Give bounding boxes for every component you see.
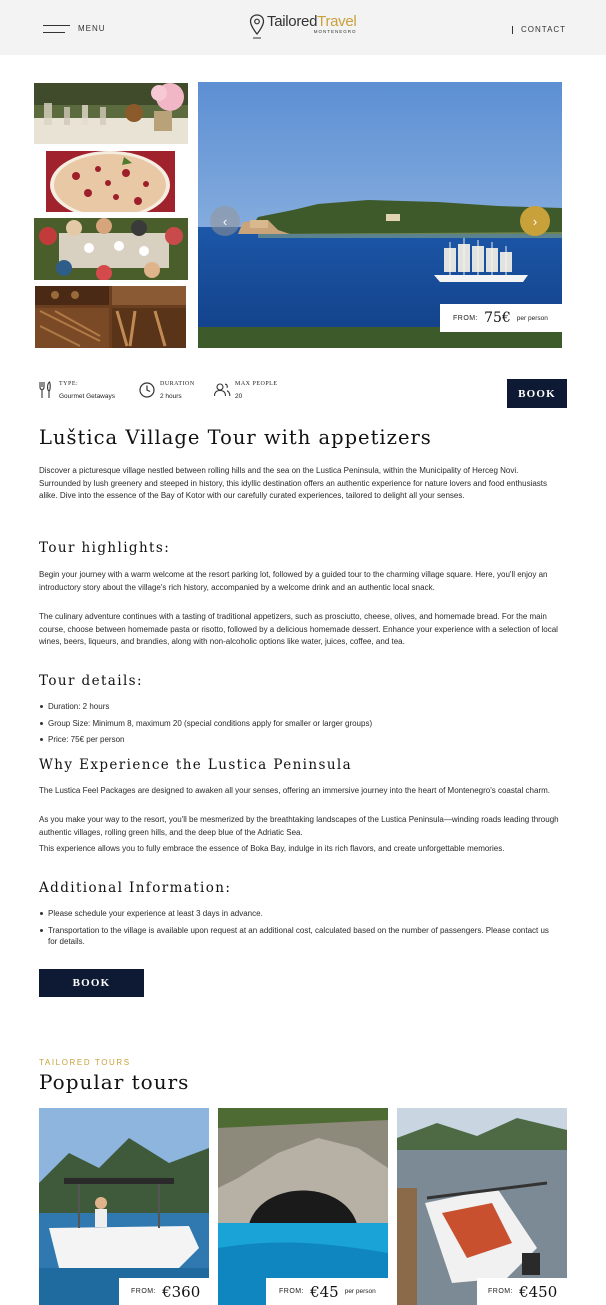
highlights-paragraph-2: The culinary adventure continues with a tasting of traditional appetizers, such as prosciutto, cheese, olives, and homemade bread. For the main course, choose between homemade pasta or risotto, followed by a delicious homemade dessert. Enhance your experience with a selection of local wines, beers, liqueurs, and brandies, along with non-alcoholic options like water, juices, coffee, and tea.: [39, 612, 558, 647]
why-paragraph-3: This experience allows you to fully embrace the essence of Boka Bay, indulge in its rich flavors, and create unforgettable memories.: [39, 844, 505, 853]
thumbnail-wine-cellar[interactable]: [35, 286, 186, 348]
additional-list: [39, 908, 559, 948]
why-paragraph-1: The Lustica Feel Packages are designed to awaken all your senses, offering an immersive journey into the heart of Montenegro's coastal charm.: [39, 786, 550, 795]
price-amount: €450: [519, 1282, 558, 1301]
list-item: Duration: 2 hours: [39, 701, 559, 713]
duration-value: 2 hours: [160, 393, 182, 400]
logo[interactable]: [249, 14, 356, 40]
list-item: Transportation to the village is available upon request at an additional cost, calculated based on the number of passengers. Please contact us for details.: [39, 925, 559, 948]
price-amount: 75€: [484, 310, 511, 326]
intro-paragraph: Discover a picturesque village nestled between rolling hills and the sea on the Lustica Peninsula, within the Municipality of Herceg Novi. Surrounded by lush greenery and steeped in history, this idyllic destination offers an authentic experience for nature lovers and food enthusiasts alike. Dive into the essence of the Bay of Kotor with our carefully curated experiences, tailored to delight all your senses.: [39, 466, 548, 501]
section-eyebrow: TAILORED TOURS: [39, 1058, 131, 1067]
chevron-left-icon: ‹: [222, 213, 228, 229]
people-label: MAX PEOPLE: [235, 381, 278, 387]
price-per-label: per person: [516, 314, 548, 322]
hero-price-badge: [440, 304, 562, 332]
price-from-label: FROM:: [488, 1288, 514, 1295]
thumbnail-group-dinner[interactable]: [34, 218, 188, 280]
additional-heading: Additional Information:: [39, 880, 232, 896]
tour-card-speedboat[interactable]: [397, 1108, 567, 1305]
logo-text-tailored: Tailored: [267, 13, 318, 30]
duration-label: DURATION: [160, 381, 195, 387]
thumbnail-cake[interactable]: [46, 151, 175, 212]
highlights-paragraph-1: Begin your journey with a warm welcome at the resort parking lot, followed by a guided tour to the charming village square. Here, you'll enjoy an introductory story about the village's rich history, accompanied by a welcome drink and an authentic local snack.: [39, 570, 548, 592]
price-amount: €45: [310, 1282, 339, 1301]
highlights-heading: Tour highlights:: [39, 540, 171, 556]
tour-card-boat-1[interactable]: [39, 1108, 209, 1305]
clock-icon: [138, 381, 156, 399]
list-item: Please schedule your experience at least 3 days in advance.: [39, 908, 559, 920]
tour-price-2: [266, 1278, 388, 1305]
details-heading: Tour details:: [39, 673, 143, 689]
book-button-bottom[interactable]: BOOK: [39, 969, 144, 997]
price-amount: €360: [162, 1282, 201, 1301]
why-paragraph-2: As you make your way to the resort, you'll be mesmerized by the breathtaking landscapes of the Lustica Peninsula—winding roads leading through authentic villages, rolling green hills, and the deep blue of the Adriatic Sea.: [39, 815, 559, 837]
site-header: [0, 0, 606, 55]
tour-card-blue-cave[interactable]: [218, 1108, 388, 1305]
contact-link[interactable]: [512, 25, 566, 34]
people-icon: [213, 381, 231, 399]
contact-label: CONTACT: [521, 25, 567, 34]
price-per-label: per person: [344, 1288, 376, 1295]
menu-label: MENU: [78, 24, 106, 33]
people-value: 20: [235, 393, 243, 400]
divider: [512, 26, 513, 34]
chevron-right-icon: ›: [532, 213, 538, 229]
section-heading: Popular tours: [39, 1070, 190, 1094]
thumbnail-table-setting[interactable]: [34, 83, 188, 144]
tour-price-1: [119, 1278, 209, 1305]
info-duration: [138, 381, 195, 400]
location-pin-icon: [249, 14, 265, 40]
logo-subtitle: MONTENEGRO: [313, 29, 357, 34]
info-max-people: [213, 381, 278, 400]
type-value: Gourmet Getaways: [59, 393, 115, 400]
gallery-next-button[interactable]: [520, 206, 550, 236]
book-button-top[interactable]: BOOK: [507, 379, 567, 408]
price-from-label: FROM:: [131, 1288, 157, 1295]
menu-button[interactable]: [43, 24, 106, 33]
gallery-prev-button[interactable]: [210, 206, 240, 236]
type-label: TYPE:: [59, 381, 79, 387]
cutlery-icon: [37, 381, 55, 399]
logo-text-travel: Travel: [317, 13, 357, 30]
price-from-label: FROM:: [279, 1288, 305, 1295]
info-type: [37, 381, 115, 400]
list-item: Group Size: Minimum 8, maximum 20 (special conditions apply for smaller or larger groups): [39, 718, 559, 730]
details-list: [39, 701, 559, 746]
page-title: Luštica Village Tour with appetizers: [39, 426, 432, 449]
hamburger-icon: [43, 25, 70, 33]
price-from-label: FROM:: [453, 314, 479, 322]
why-heading: Why Experience the Lustica Peninsula: [39, 757, 353, 773]
list-item: Price: 75€ per person: [39, 734, 559, 746]
article-title-wrap: [39, 426, 569, 449]
tour-price-3: [477, 1278, 567, 1305]
